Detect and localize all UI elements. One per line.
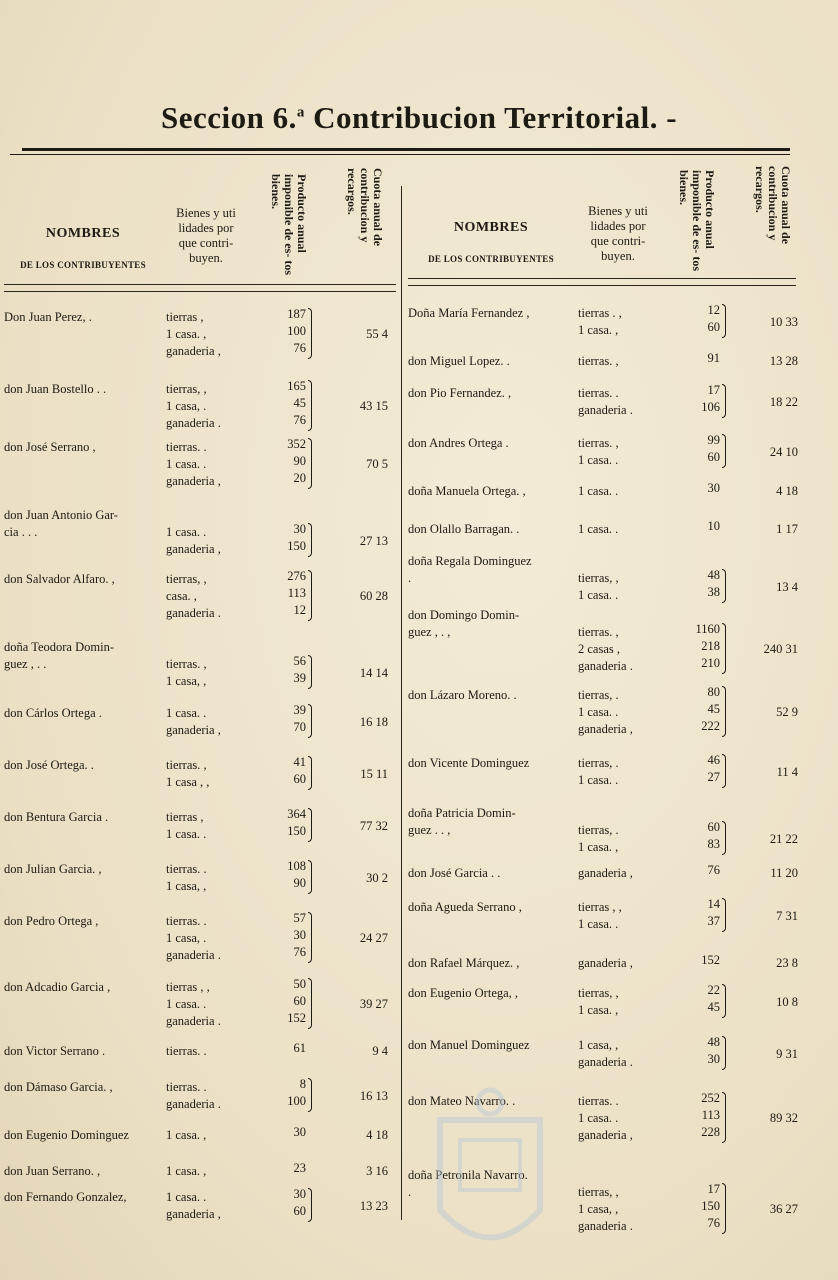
asset-item: 1 casa. , bbox=[166, 1128, 207, 1142]
asset-item: 1 casa. , bbox=[578, 1003, 619, 1017]
product-value: 352 bbox=[287, 437, 306, 451]
contributor-name: don Vicente Dominguez bbox=[408, 756, 530, 770]
cuota-value: 77 32 bbox=[359, 818, 388, 833]
cuota-value: 11 20 bbox=[770, 866, 798, 880]
brace-mark bbox=[308, 704, 312, 738]
contributor-name: don Juan Antonio Gar- bbox=[4, 508, 118, 522]
title-rule-thin bbox=[10, 154, 790, 155]
asset-item: tierras. , bbox=[578, 354, 619, 368]
brace-mark bbox=[722, 686, 726, 737]
contributor-name: don Juan Serrano. , bbox=[4, 1164, 101, 1178]
asset-item: tierras, . bbox=[578, 823, 619, 837]
brace-mark bbox=[308, 1078, 312, 1112]
cuota-value: 13 4 bbox=[776, 579, 798, 594]
asset-item: ganaderia . bbox=[578, 1055, 633, 1069]
asset-item: 1 casa, , bbox=[578, 1038, 619, 1052]
product-value: 83 bbox=[707, 837, 720, 851]
product-value: 50 bbox=[293, 977, 306, 991]
cuota-value: 14 14 bbox=[359, 665, 388, 680]
product-value: 30 bbox=[293, 522, 306, 536]
product-value: 27 bbox=[707, 770, 720, 784]
product-value: 152 bbox=[701, 953, 720, 967]
cuota-value: 9 31 bbox=[776, 1046, 798, 1061]
product-value: 113 bbox=[701, 1108, 720, 1122]
cuota-value: 4 18 bbox=[366, 1128, 388, 1142]
asset-item: ganaderia , bbox=[578, 866, 633, 880]
asset-item: 1 casa. . bbox=[578, 522, 619, 536]
asset-item: ganaderia . bbox=[166, 1097, 221, 1111]
right-table-header bbox=[408, 160, 796, 286]
contributor-name: don Julian Garcia. , bbox=[4, 862, 102, 876]
brace-mark bbox=[722, 984, 726, 1018]
asset-item: ganaderia , bbox=[578, 1128, 633, 1142]
producto-header: Producto anual imponible de es- tos bienes. bbox=[269, 174, 309, 276]
cuota-value: 70 5 bbox=[366, 457, 388, 471]
product-value: 14 bbox=[707, 897, 720, 911]
asset-item: ganaderia . bbox=[578, 403, 633, 417]
product-value: 60 bbox=[707, 450, 720, 464]
cuota-header-right: Cuota anual de contribucion y recargos. bbox=[753, 166, 793, 245]
asset-item: tierras , bbox=[166, 810, 204, 824]
names-header-title: NOMBRES bbox=[45, 226, 121, 241]
contributor-name: don José Ortega. . bbox=[4, 758, 94, 772]
contributor-name: doña Agueda Serrano , bbox=[408, 900, 522, 914]
product-value: 60 bbox=[293, 994, 306, 1008]
contributor-name: don Eugenio Dominguez bbox=[4, 1128, 129, 1142]
product-value: 218 bbox=[701, 639, 720, 653]
product-value: 113 bbox=[287, 586, 306, 600]
product-value: 76 bbox=[293, 341, 306, 355]
contributor-name: don José Serrano , bbox=[4, 440, 96, 454]
product-value: 46 bbox=[707, 753, 720, 767]
cuota-value: 240 31 bbox=[763, 642, 798, 656]
asset-item: 1 casa. . bbox=[578, 773, 619, 787]
asset-item: 1 casa. . bbox=[166, 525, 207, 539]
contributor-name: don Victor Serrano . bbox=[4, 1044, 106, 1058]
asset-item: 1 casa, , bbox=[166, 674, 207, 688]
cuota-value: 36 27 bbox=[769, 1202, 798, 1216]
product-value: 90 bbox=[293, 454, 306, 468]
contributor-name: cia . . . bbox=[4, 525, 38, 539]
product-value: 150 bbox=[287, 539, 306, 553]
asset-item: 1 casa. , bbox=[166, 327, 207, 341]
asset-item: ganaderia . bbox=[166, 606, 221, 620]
brace-mark bbox=[308, 978, 312, 1029]
cuota-value: 60 28 bbox=[359, 589, 388, 603]
names-header-subtitle: DE LOS CONTRIBUYENTES bbox=[20, 260, 146, 270]
asset-item: tierras , , bbox=[166, 980, 210, 994]
cuota-value: 27 13 bbox=[359, 533, 388, 548]
contributor-name: don Lázaro Moreno. . bbox=[408, 688, 517, 702]
brace-mark bbox=[722, 1036, 726, 1070]
product-value: 76 bbox=[707, 1216, 720, 1230]
product-value: 252 bbox=[701, 1091, 720, 1105]
asset-item: 1 casa. . bbox=[166, 706, 207, 720]
brace-mark bbox=[308, 438, 312, 489]
contributor-name: don Cárlos Ortega . bbox=[4, 706, 102, 720]
contributor-name: Don Juan Perez, . bbox=[4, 310, 92, 324]
product-value: 22 bbox=[707, 983, 720, 997]
product-value: 23 bbox=[293, 1161, 306, 1175]
asset-item: tierras , , bbox=[578, 900, 622, 914]
cuota-value: 43 15 bbox=[359, 399, 388, 413]
product-value: 100 bbox=[287, 1094, 306, 1108]
product-value: 76 bbox=[293, 413, 306, 427]
brace-mark bbox=[722, 1183, 726, 1234]
brace-mark bbox=[308, 912, 312, 963]
asset-item: ganaderia , bbox=[166, 542, 221, 556]
cuota-value: 30 2 bbox=[366, 870, 388, 885]
product-value: 70 bbox=[293, 720, 306, 734]
asset-item: ganaderia . bbox=[166, 1014, 221, 1028]
asset-item: ganaderia , bbox=[166, 1207, 221, 1221]
cuota-value: 18 22 bbox=[769, 394, 798, 409]
cuota-value: 21 22 bbox=[769, 831, 798, 846]
asset-item: 2 casas , bbox=[578, 642, 620, 656]
contributor-name: don Rafael Márquez. , bbox=[408, 956, 520, 970]
contributor-name: don Mateo Navarro. . bbox=[408, 1094, 516, 1108]
brace-mark bbox=[722, 304, 726, 338]
contributor-name: don Olallo Barragan. . bbox=[408, 522, 520, 536]
header-rule-bottom bbox=[4, 291, 396, 292]
product-value: 187 bbox=[287, 307, 306, 321]
asset-item: tierras, , bbox=[578, 986, 619, 1000]
product-value: 41 bbox=[293, 755, 306, 769]
product-value: 99 bbox=[707, 433, 720, 447]
cuota-value: 52 9 bbox=[776, 705, 798, 719]
product-value: 17 bbox=[707, 1182, 720, 1196]
product-value: 76 bbox=[293, 945, 306, 959]
product-value: 108 bbox=[287, 859, 306, 873]
contributor-name: don Juan Bostello . . bbox=[4, 382, 107, 396]
asset-item: 1 casa. . bbox=[578, 917, 619, 931]
contributor-name: don Bentura Garcia . bbox=[4, 810, 109, 824]
product-value: 150 bbox=[701, 1199, 720, 1213]
asset-item: 1 casa. . bbox=[166, 1190, 207, 1204]
cuota-value: 15 11 bbox=[360, 766, 388, 781]
asset-item: tierras. , bbox=[166, 657, 207, 671]
asset-item: 1 casa, , bbox=[166, 879, 207, 893]
brace-mark bbox=[722, 754, 726, 788]
product-value: 30 bbox=[707, 1052, 720, 1066]
asset-item: tierras. , bbox=[578, 625, 619, 639]
product-value: 106 bbox=[701, 400, 720, 414]
asset-item: tierras. . bbox=[166, 440, 207, 454]
contributor-name: don Andres Ortega . bbox=[408, 436, 509, 450]
asset-item: 1 casa, . bbox=[166, 399, 207, 413]
asset-item: ganaderia , bbox=[166, 474, 221, 488]
product-value: 39 bbox=[293, 671, 306, 685]
names-header-title-right: NOMBRES bbox=[453, 220, 529, 235]
cuota-header: Cuota anual de contribucion y recargos. bbox=[345, 168, 385, 247]
product-value: 210 bbox=[701, 656, 720, 670]
asset-item: ganaderia , bbox=[166, 723, 221, 737]
page-title bbox=[0, 100, 838, 136]
asset-item: 1 casa, . bbox=[166, 931, 207, 945]
product-value: 8 bbox=[299, 1077, 306, 1091]
cuota-value: 1 17 bbox=[776, 522, 798, 536]
asset-item: ganaderia , bbox=[166, 344, 221, 358]
product-value: 150 bbox=[287, 824, 306, 838]
asset-item: 1 casa. , bbox=[578, 323, 619, 337]
cuota-value: 10 33 bbox=[769, 314, 798, 329]
product-value: 48 bbox=[707, 568, 720, 582]
asset-item: 1 casa. . bbox=[578, 484, 619, 498]
brace-mark bbox=[722, 434, 726, 468]
asset-item: tierras, . bbox=[578, 688, 619, 702]
contributor-name: doña Teodora Domin- bbox=[4, 640, 114, 654]
product-value: 20 bbox=[293, 471, 306, 485]
product-value: 60 bbox=[293, 1204, 306, 1218]
cuota-value: 10 8 bbox=[776, 994, 798, 1009]
product-value: 364 bbox=[287, 807, 306, 821]
product-value: 17 bbox=[707, 383, 720, 397]
product-value: 30 bbox=[293, 1125, 306, 1139]
brace-mark bbox=[308, 756, 312, 790]
asset-item: tierras, , bbox=[166, 382, 207, 396]
cuota-value: 16 13 bbox=[359, 1088, 388, 1103]
contributor-name: don Pedro Ortega , bbox=[4, 914, 99, 928]
contributor-name: don Dámaso Garcia. , bbox=[4, 1080, 113, 1094]
cuota-value: 39 27 bbox=[359, 997, 388, 1011]
contributor-name: Doña María Fernandez , bbox=[408, 306, 530, 320]
product-value: 60 bbox=[707, 320, 720, 334]
product-value: 90 bbox=[293, 876, 306, 890]
asset-item: 1 casa. . bbox=[578, 1111, 619, 1125]
title-dash: - bbox=[666, 100, 678, 135]
brace-mark bbox=[308, 570, 312, 621]
contributor-name: don Adcadio Garcia , bbox=[4, 980, 111, 994]
asset-item: ganaderia , bbox=[578, 956, 633, 970]
left-table-header bbox=[4, 160, 396, 286]
product-value: 45 bbox=[707, 702, 720, 716]
title-superscript: a bbox=[296, 104, 305, 121]
names-header-right bbox=[408, 220, 574, 264]
asset-item: 1 casa. . bbox=[166, 457, 207, 471]
product-value: 45 bbox=[707, 1000, 720, 1014]
asset-item: 1 casa. . bbox=[578, 705, 619, 719]
product-value: 152 bbox=[287, 1011, 306, 1025]
brace-mark bbox=[308, 380, 312, 431]
asset-item: ganaderia . bbox=[578, 1219, 633, 1233]
cuota-value: 89 32 bbox=[769, 1111, 798, 1125]
names-header-subtitle-right: DE LOS CONTRIBUYENTES bbox=[428, 254, 554, 264]
asset-item: ganaderia . bbox=[166, 416, 221, 430]
asset-item: 1 casa. . bbox=[166, 827, 207, 841]
product-value: 228 bbox=[701, 1125, 720, 1139]
header-rule-top bbox=[4, 284, 396, 285]
contributor-name: . bbox=[408, 571, 412, 585]
product-value: 45 bbox=[293, 396, 306, 410]
contributor-name: don Eugenio Ortega, , bbox=[408, 986, 519, 1000]
cuota-value: 9 4 bbox=[372, 1044, 388, 1058]
product-value: 12 bbox=[707, 303, 720, 317]
product-value: 37 bbox=[707, 914, 720, 928]
brace-mark bbox=[722, 1092, 726, 1143]
product-value: 165 bbox=[287, 379, 306, 393]
brace-mark bbox=[308, 1188, 312, 1222]
product-value: 12 bbox=[293, 603, 306, 617]
brace-mark bbox=[722, 569, 726, 603]
contributor-name: guez . . , bbox=[408, 823, 451, 837]
brace-mark bbox=[308, 655, 312, 689]
product-value: 38 bbox=[707, 585, 720, 599]
cuota-value: 24 10 bbox=[769, 444, 798, 459]
cuota-value: 7 31 bbox=[776, 908, 798, 923]
brace-mark bbox=[308, 523, 312, 557]
asset-item: ganaderia . bbox=[166, 948, 221, 962]
cuota-value: 55 4 bbox=[366, 327, 388, 341]
brace-mark bbox=[722, 623, 726, 674]
contributor-name: don Pio Fernandez. , bbox=[408, 386, 512, 400]
asset-item: 1 casa. . bbox=[166, 997, 207, 1011]
asset-item: tierras. , bbox=[578, 436, 619, 450]
contributor-name: don José Garcia . . bbox=[408, 866, 501, 880]
product-value: 80 bbox=[707, 685, 720, 699]
product-value: 56 bbox=[293, 654, 306, 668]
asset-item: tierras. . bbox=[166, 914, 207, 928]
asset-item: casa. , bbox=[166, 589, 197, 603]
bienes-header: Bienes y uti lidades por que contri- buyen. bbox=[176, 206, 236, 265]
product-value: 57 bbox=[293, 911, 306, 925]
product-value: 276 bbox=[287, 569, 306, 583]
product-value: 48 bbox=[707, 1035, 720, 1049]
product-value: 100 bbox=[287, 324, 306, 338]
asset-item: 1 casa. . bbox=[578, 588, 619, 602]
asset-item: tierras. . bbox=[166, 1080, 207, 1094]
cuota-value: 24 27 bbox=[359, 931, 388, 945]
cuota-value: 13 28 bbox=[769, 354, 798, 368]
brace-mark bbox=[308, 808, 312, 842]
asset-item: 1 casa. , bbox=[578, 840, 619, 854]
brace-mark bbox=[722, 898, 726, 932]
asset-item: 1 casa , , bbox=[166, 775, 210, 789]
asset-item: ganaderia , bbox=[578, 722, 633, 736]
asset-item: tierras, , bbox=[166, 572, 207, 586]
product-value: 39 bbox=[293, 703, 306, 717]
column-divider bbox=[401, 186, 402, 1220]
product-value: 30 bbox=[707, 481, 720, 495]
product-value: 60 bbox=[293, 772, 306, 786]
producto-header-right: Producto anual imponible de es- tos bienes. bbox=[677, 170, 717, 272]
contributor-name: doña Regala Dominguez bbox=[408, 554, 532, 568]
product-value: 222 bbox=[701, 719, 720, 733]
cuota-value: 23 8 bbox=[776, 956, 798, 970]
asset-item: tierras, , bbox=[578, 571, 619, 585]
cuota-value: 13 23 bbox=[359, 1198, 388, 1213]
cuota-value: 16 18 bbox=[359, 714, 388, 729]
contributor-name: guez , . , bbox=[408, 625, 451, 639]
contributor-name: guez , . . bbox=[4, 657, 47, 671]
contributor-name: don Domingo Domin- bbox=[408, 608, 520, 622]
contributor-name: . bbox=[408, 1185, 412, 1199]
product-value: 91 bbox=[707, 351, 720, 365]
cuota-value: 4 18 bbox=[776, 484, 798, 498]
asset-item: tierras. . bbox=[578, 1094, 619, 1108]
brace-mark bbox=[308, 308, 312, 359]
asset-item: 1 casa. , bbox=[166, 1164, 207, 1178]
title-rule-thick bbox=[22, 148, 790, 151]
bienes-header-right: Bienes y uti lidades por que contri- buyen. bbox=[588, 204, 648, 263]
contributor-name: don Fernando Gonzalez, bbox=[4, 1190, 127, 1204]
asset-item: tierras. , bbox=[166, 758, 207, 772]
asset-item: 1 casa. . bbox=[578, 453, 619, 467]
brace-mark bbox=[722, 821, 726, 855]
product-value: 76 bbox=[707, 863, 720, 877]
header-rule-top-right bbox=[408, 278, 796, 279]
asset-item: tierras. . bbox=[166, 862, 207, 876]
asset-item: ganaderia . bbox=[578, 659, 633, 673]
asset-item: tierras, . bbox=[578, 756, 619, 770]
contributor-name: don Manuel Dominguez bbox=[408, 1038, 530, 1052]
asset-item: tierras . , bbox=[578, 306, 622, 320]
contributor-name: doña Patricia Domin- bbox=[408, 806, 516, 820]
brace-mark bbox=[722, 384, 726, 418]
asset-item: tierras , bbox=[166, 310, 204, 324]
product-value: 10 bbox=[707, 519, 720, 533]
product-value: 1160 bbox=[695, 622, 720, 636]
product-value: 30 bbox=[293, 928, 306, 942]
contributor-name: doña Petronila Navarro. bbox=[408, 1168, 528, 1182]
contributor-name: doña Manuela Ortega. , bbox=[408, 484, 526, 498]
asset-item: 1 casa, , bbox=[578, 1202, 619, 1216]
asset-item: tierras. . bbox=[578, 386, 619, 400]
title-rest: Contribucion Territorial. bbox=[313, 100, 658, 135]
contributor-name: don Salvador Alfaro. , bbox=[4, 572, 115, 586]
product-value: 30 bbox=[293, 1187, 306, 1201]
product-value: 61 bbox=[293, 1041, 306, 1055]
cuota-value: 11 4 bbox=[776, 764, 798, 779]
contributor-name: don Miguel Lopez. . bbox=[408, 354, 510, 368]
title-section: Seccion 6. bbox=[160, 100, 297, 135]
header-rule-bottom-right bbox=[408, 285, 796, 286]
cuota-value: 3 16 bbox=[366, 1164, 388, 1178]
asset-item: tierras, , bbox=[578, 1185, 619, 1199]
names-header bbox=[4, 226, 162, 270]
product-value: 60 bbox=[707, 820, 720, 834]
brace-mark bbox=[308, 860, 312, 894]
asset-item: tierras. . bbox=[166, 1044, 207, 1058]
